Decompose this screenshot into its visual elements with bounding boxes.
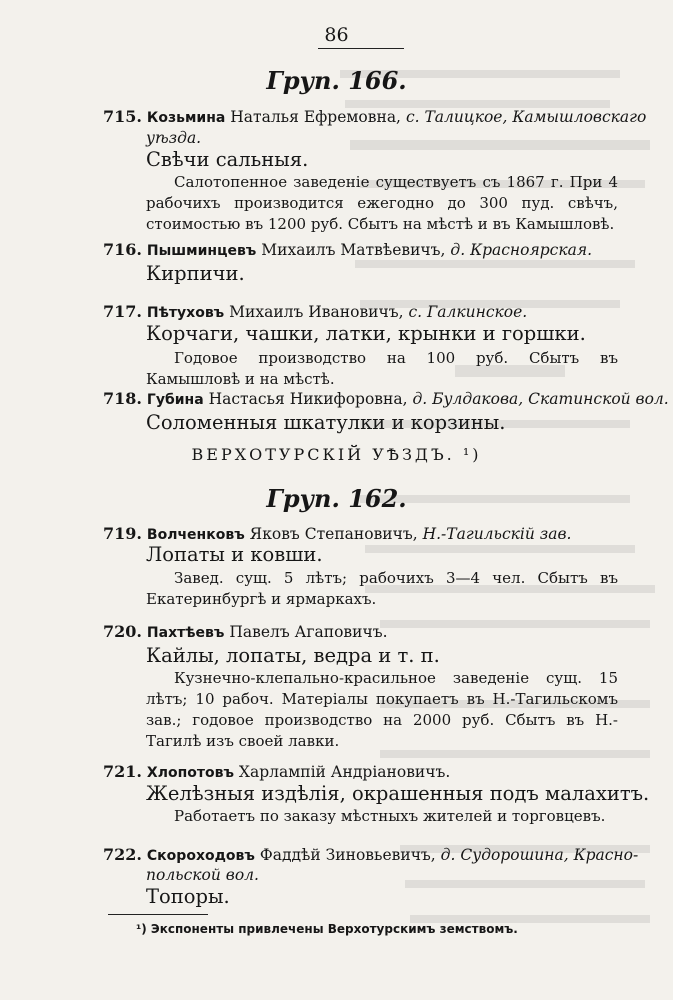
exhibitor-place-continued: уѣзда. xyxy=(146,129,202,147)
entry-number: 722. xyxy=(103,845,142,864)
district-heading: ВЕРХОТУРСКІЙ УѢЗДЪ. ¹) xyxy=(191,445,482,464)
entry-717-product: Корчаги, чашки, латки, крынки и горшки. xyxy=(146,322,586,345)
entry-719-description: Завед. сущ. 5 лѣтъ; рабочихъ 3—4 чел. Сбытъ въ Екатеринбургѣ и ярмаркахъ. xyxy=(146,569,618,608)
exhibitor-given-name: Настасья Никифоровна, xyxy=(208,390,408,408)
entry-715-header xyxy=(103,107,646,126)
exhibitor-given-name: Харлампій Андріановичъ. xyxy=(238,763,451,781)
entry-720-product: Кайлы, лопаты, ведра и т. п. xyxy=(146,644,440,667)
entry-716-header xyxy=(103,240,592,259)
entry-717-header xyxy=(103,302,527,321)
exhibitor-given-name: Павелъ Агаповичъ. xyxy=(229,623,388,641)
exhibitor-place: Н.-Тагильскій зав. xyxy=(422,525,572,543)
group-heading-162: Груп. 162. xyxy=(266,484,407,513)
exhibitor-place-continued: польской вол. xyxy=(146,866,259,884)
entry-number: 719. xyxy=(103,524,142,543)
entry-718-product: Соломенныя шкатулки и корзины. xyxy=(146,411,506,434)
exhibitor-given-name: Фаддѣй Зиновьевичъ, xyxy=(259,846,436,864)
exhibitor-surname: Волченковъ xyxy=(146,527,245,543)
exhibitor-given-name: Михаилъ Ивановичъ, xyxy=(229,303,404,321)
entry-722-header xyxy=(103,845,638,864)
entry-715-description: Салотопенное заведеніе существуетъ съ 1867 г. При 4 рабочихъ производится ежегодно до 300 пуд. свѣчъ, стоимостью въ 1200 руб. Сбытъ на мѣстѣ и въ Камышловѣ. xyxy=(146,173,618,233)
exhibitor-place: д. Булдакова, Скатинской вол. xyxy=(412,390,669,408)
entry-720-header xyxy=(103,622,388,641)
entry-718-header xyxy=(103,389,669,408)
entry-721-header xyxy=(103,762,450,781)
exhibitor-place: д. Красноярская. xyxy=(450,241,593,259)
entry-719-header xyxy=(103,524,571,543)
entry-number: 718. xyxy=(103,389,142,408)
exhibitor-place: с. Галкинское. xyxy=(408,303,528,321)
exhibitor-surname: Хлопотовъ xyxy=(146,765,234,781)
entry-number: 716. xyxy=(103,240,142,259)
footnote-rule xyxy=(108,914,208,915)
exhibitor-surname: Губина xyxy=(146,392,204,408)
exhibitor-given-name: Михаилъ Матвѣевичъ, xyxy=(261,241,446,259)
entry-number: 720. xyxy=(103,622,142,641)
entry-717-description: Годовое производство на 100 руб. Сбытъ въ Камышловѣ и на мѣстѣ. xyxy=(146,349,618,388)
entry-number: 715. xyxy=(103,107,142,126)
page-number: 86 xyxy=(324,24,349,46)
entry-719-product: Лопаты и ковши. xyxy=(146,543,323,566)
exhibitor-surname: Пахтѣевъ xyxy=(146,625,225,641)
exhibitor-surname: Козьмина xyxy=(146,110,226,126)
exhibitor-surname: Пѣтуховъ xyxy=(146,305,225,321)
exhibitor-surname: Скороходовъ xyxy=(146,848,255,864)
exhibitor-place: с. Талицкое, Камышловскаго xyxy=(405,108,647,126)
entry-721-product: Желѣзныя издѣлія, окрашенныя подъ малахитъ. xyxy=(146,782,650,805)
footnote: ¹) Экспоненты привлечены Верхотурскимъ земствомъ. xyxy=(136,922,518,936)
header-rule xyxy=(318,48,404,49)
exhibitor-given-name: Наталья Ефремовна, xyxy=(230,108,401,126)
entry-715-product: Свѣчи сальныя. xyxy=(146,148,309,171)
group-heading-166: Груп. 166. xyxy=(266,66,407,95)
entry-721-description: Работаетъ по заказу мѣстныхъ жителей и торговцевъ. xyxy=(174,807,606,825)
entry-number: 721. xyxy=(103,762,142,781)
entry-716-product: Кирпичи. xyxy=(146,262,245,285)
entry-722-place-cont xyxy=(146,866,259,884)
entry-720-description: Кузнечно-клепально-красильное заведеніе сущ. 15 лѣтъ; 10 рабоч. Матеріалы покупаетъ въ Н.-Тагильскомъ зав.; годовое производство на 2000 руб. Сбытъ въ Н.-Тагилѣ изъ своей лавки. xyxy=(146,669,618,750)
exhibitor-surname: Пышминцевъ xyxy=(146,243,257,259)
entry-715-place-cont xyxy=(146,129,201,147)
entry-722-product: Топоры. xyxy=(146,885,230,908)
entry-number: 717. xyxy=(103,302,142,321)
exhibitor-given-name: Яковъ Степановичъ, xyxy=(249,525,418,543)
exhibitor-place: д. Судорошина, Красно- xyxy=(440,846,639,864)
